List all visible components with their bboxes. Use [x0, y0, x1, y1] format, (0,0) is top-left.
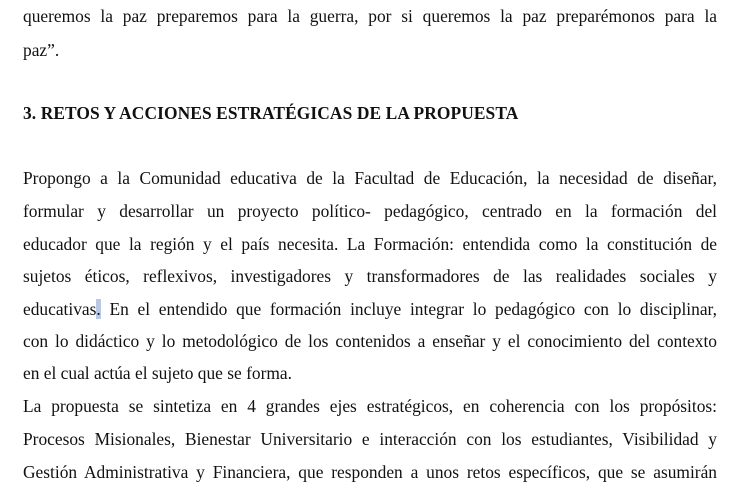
paragraph1-line-5-end: En el entendido que formación incluye integrar lo pedagógico con lo disciplinar, — [100, 299, 717, 319]
paragraph1-line-6: con lo didáctico y lo metodológico de los contenidos a enseñar y el conocimiento del contexto — [23, 331, 717, 351]
paragraph1-line-3: educador que la región y el país necesita. La Formación: entendida como la constitución de — [23, 234, 717, 254]
text-selection-highlight[interactable]: . — [96, 299, 101, 319]
paragraph1-line-1: Propongo a la Comunidad educativa de la Facultad de Educación, la necesidad de diseñar, — [23, 168, 717, 188]
paragraph1-line-7: en el cual actúa el sujeto que se forma. — [23, 363, 292, 383]
paragraph1-line-5-start: educativas — [23, 299, 97, 319]
paragraph1-line-4: sujetos éticos, reflexivos, investigadores y transformadores de las realidades sociales y — [23, 266, 717, 286]
paragraph1-line-5 — [23, 298, 717, 320]
paragraph1-line-2: formular y desarrollar un proyecto político- pedagógico, centrado en la formación del — [23, 201, 717, 221]
paragraph2-line-3: Gestión Administrativa y Financiera, que responden a unos retos específicos, que se asumirán — [23, 462, 717, 482]
paragraph2-line-2: Procesos Misionales, Bienestar Universitario e interacción con los estudiantes, Visibilidad y — [23, 429, 717, 449]
intro-line-1: queremos la paz preparemos para la guerra, por si queremos la paz preparémonos para la — [23, 6, 717, 26]
section-heading: 3. RETOS Y ACCIONES ESTRATÉGICAS DE LA PROPUESTA — [23, 103, 519, 123]
paragraph2-line-1: La propuesta se sintetiza en 4 grandes ejes estratégicos, en coherencia con los propósitos: — [23, 396, 717, 416]
intro-line-2: paz”. — [23, 40, 60, 60]
